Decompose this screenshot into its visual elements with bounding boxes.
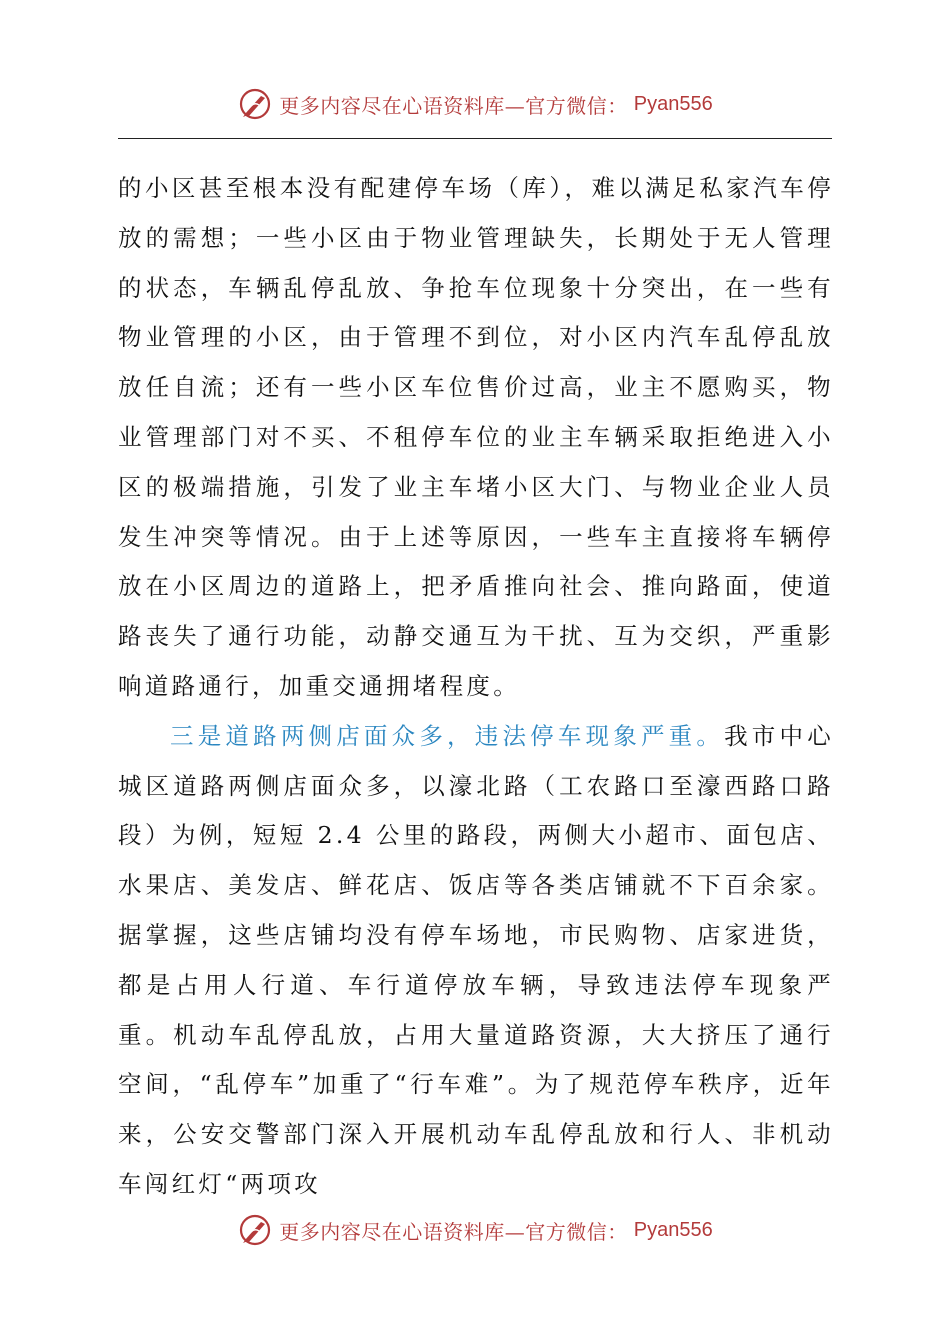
footer-banner-text: 更多内容尽在心语资料库—官方微信： (279, 1219, 628, 1244)
document-body (118, 164, 834, 1210)
pen-logo-icon (237, 1212, 273, 1248)
header-banner (0, 84, 950, 124)
pen-logo-icon (237, 86, 273, 122)
footer-banner (0, 1210, 950, 1250)
header-banner-handle: Pyan556 (633, 92, 713, 115)
footer-banner-handle: Pyan556 (633, 1218, 713, 1241)
header-banner-text: 更多内容尽在心语资料库—官方微信： (279, 93, 628, 118)
paragraph-2-text: 我市中心城区道路两侧店面众多，以濠北路（工农路口至濠西路口路段）为例，短短 2.4 公里的路段，两侧大小超市、面包店、水果店、美发店、鲜花店、饭店等各类店铺就不下百余家。据掌握，这些店铺均没有停车场地，市民购物、店家进货，都是占用人行道、车行道停放车辆，导致违法停车现象严重。机动车乱停乱放，占用大量道路资源，大大挤压了通行空间，“乱停车”加重了“行车难”。为了规范停车秩序，近年来，公安交警部门深入开展机动车乱停乱放和行人、非机动车闯红灯“两项攻 (118, 721, 835, 1198)
paragraph-2-heading: 三是道路两侧店面众多，违法停车现象严重。 (170, 721, 725, 750)
paragraph-2 (118, 712, 834, 1210)
paragraph-1: 的小区甚至根本没有配建停车场（库），难以满足私家汽车停放的需想；一些小区由于物业管理缺失，长期处于无人管理的状态，车辆乱停乱放、争抢车位现象十分突出，在一些有物业管理的小区，由于管理不到位，对小区内汽车乱停乱放放任自流；还有一些小区车位售价过高，业主不愿购买，物业管理部门对不买、不租停车位的业主车辆采取拒绝进入小区的极端措施，引发了业主车堵小区大门、与物业企业人员发生冲突等情况。由于上述等原因，一些车主直接将车辆停放在小区周边的道路上，把矛盾推向社会、推向路面，使道路丧失了通行功能，动静交通互为干扰、互为交织，严重影响道路通行，加重交通拥堵程度。 (118, 174, 834, 700)
header-rule (118, 138, 832, 139)
